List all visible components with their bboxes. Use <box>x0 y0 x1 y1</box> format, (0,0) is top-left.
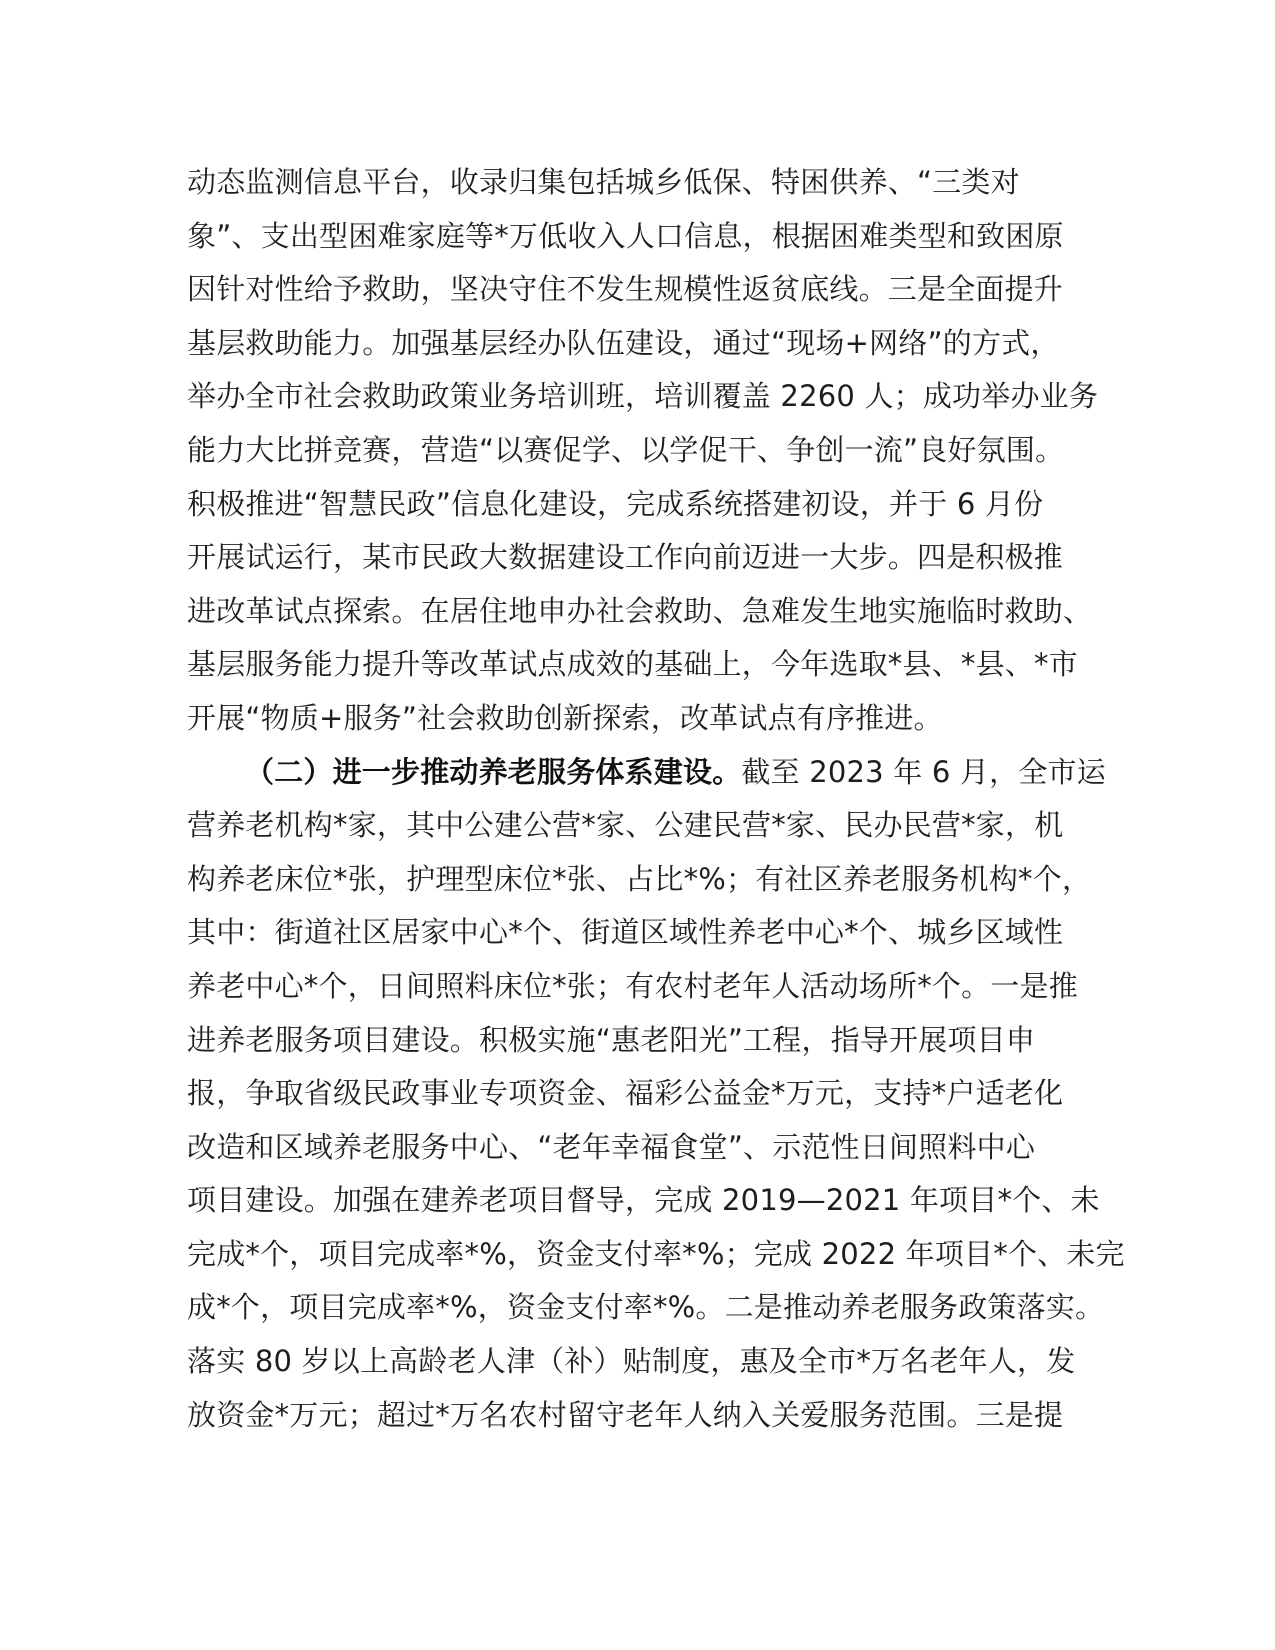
text-line: 放资金*万元；超过*万名农村留守老年人纳入关爱服务范围。三是提 <box>187 1397 1064 1432</box>
text-line: 能力大比拼竞赛，营造“以赛促学、以学促干、争创一流”良好氛围。 <box>187 432 1065 467</box>
text-line: 基层服务能力提升等改革试点成效的基础上，今年选取*县、*县、*市 <box>187 647 1078 682</box>
text-line: 开展“物质+服务”社会救助创新探索，改革试点有序推进。 <box>187 700 943 735</box>
section-first-line <box>187 746 1106 800</box>
text-line: 构养老床位*张，护理型床位*张、占比*%；有社区养老服务机构*个， <box>187 861 1092 896</box>
text-line: 改造和区域养老服务中心、“老年幸福食堂”、示范性日间照料中心 <box>187 1129 1036 1164</box>
text-line: 进改革试点探索。在居住地申办社会救助、急难发生地实施临时救助、 <box>187 593 1093 628</box>
text-line: 营养老机构*家，其中公建公营*家、公建民营*家、民办民营*家，机 <box>187 808 1064 843</box>
text-line: 成*个，项目完成率*%，资金支付率*%。二是推动养老服务政策落实。 <box>187 1290 1105 1325</box>
text-line: 开展试运行，某市民政大数据建设工作向前迈进一大步。四是积极推 <box>187 540 1064 575</box>
paragraph-social-assistance <box>187 156 1099 746</box>
text-line: 项目建设。加强在建养老项目督导，完成 2019—2021 年项目*个、未 <box>187 1183 1100 1218</box>
text-line: 动态监测信息平台，收录归集包括城乡低保、特困供养、“三类对 <box>187 165 1020 199</box>
paragraph-elderly-care <box>187 746 1125 1443</box>
text-line: 举办全市社会救助政策业务培训班，培训覆盖 2260 人；成功举办业务 <box>187 379 1099 414</box>
text-line: 报，争取省级民政事业专项资金、福彩公益金*万元，支持*户适老化 <box>187 1076 1064 1111</box>
text-line: 进养老服务项目建设。积极实施“惠老阳光”工程，指导开展项目申 <box>187 1022 1036 1057</box>
text-line: 养老中心*个，日间照料床位*张；有农村老年人活动场所*个。一是推 <box>187 968 1078 1003</box>
section-heading: （二）进一步推动养老服务体系建设。 <box>245 754 742 789</box>
text-line: 基层救助能力。加强基层经办队伍建设，通过“现场+网络”的方式， <box>187 325 1060 360</box>
text-line: 象”、支出型困难家庭等*万低收入人口信息，根据困难类型和致困原 <box>187 218 1064 253</box>
text-line: 其中：街道社区居家中心*个、街道区域性养老中心*个、城乡区域性 <box>187 915 1064 950</box>
text-line: 完成*个，项目完成率*%，资金支付率*%；完成 2022 年项目*个、未完 <box>187 1236 1125 1271</box>
text-line: 因针对性给予救助，坚决守住不发生规模性返贫底线。三是全面提升 <box>187 272 1064 307</box>
text-line: 积极推进“智慧民政”信息化建设，完成系统搭建初设，并于 6 月份 <box>187 486 1044 521</box>
section-lead-text: 截至 2023 年 6 月，全市运 <box>741 754 1106 789</box>
text-line: 落实 80 岁以上高龄老人津（补）贴制度，惠及全市*万名老年人，发 <box>187 1344 1076 1379</box>
document-body <box>187 156 1125 1442</box>
